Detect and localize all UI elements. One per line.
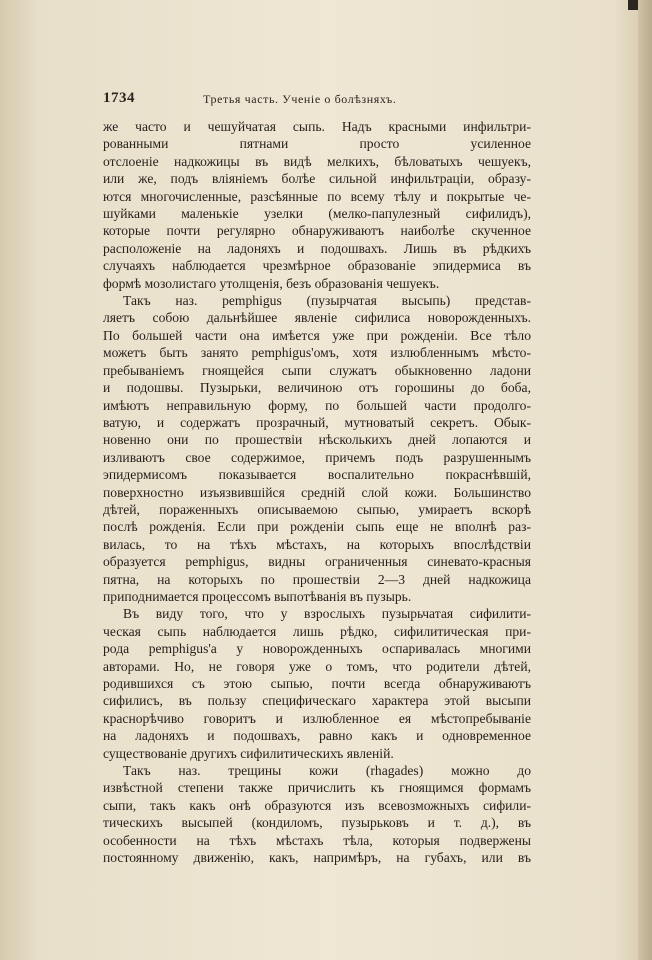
- text-line: Такъ наз. pemphigus (пузырчатая высыпь) представ-: [123, 293, 531, 309]
- paragraph-1: [103, 118, 531, 292]
- paragraph-4: [103, 762, 531, 866]
- text-line: изливаютъ свое содержимое, причемъ подъ разрушеннымъ: [103, 449, 531, 465]
- paragraph-3: [103, 605, 531, 762]
- text-line: По большей части она имѣется уже при рожденіи. Все тѣло: [103, 327, 531, 343]
- text-line: Такъ наз. трещины кожи (rhagades) можно до: [123, 763, 531, 779]
- text-line: Въ виду того, что у взрослыхъ пузырьчатая сифилити-: [123, 606, 531, 622]
- text-line: краснорѣчиво говоритъ и излюбленное ея мѣстопребываніе: [103, 710, 531, 726]
- text-line: формѣ мозолистаго утолщенія, безъ образованія чешуекъ.: [103, 275, 440, 291]
- text-line: же часто и чешуйчатая сыпь. Надъ красными инфильтри-: [103, 119, 531, 134]
- text-line: расположеніе на ладоняхъ и подошвахъ. Лишь въ рѣдкихъ: [103, 240, 531, 256]
- text-line: шуйками маленькіе узелки (мелко-папулезный сифилидъ),: [103, 206, 531, 222]
- text-line: существованіе другихъ сифилитическихъ явленій.: [103, 745, 394, 761]
- text-line: постоянному движенію, какъ, напримѣръ, на губахъ, или въ: [103, 850, 531, 866]
- text-line: и подошвы. Пузырьки, величиною отъ горошины до боба,: [103, 380, 531, 396]
- text-line: эпидермисомъ показывается воспалительно покраснѣвшій,: [103, 467, 531, 483]
- text-line: поверхностно изъязвившійся средній слой кожи. Большинство: [103, 484, 531, 500]
- text-line: имѣютъ неправильную форму, по большей части продолго-: [103, 397, 531, 413]
- text-line: ческая сыпь наблюдается лишь рѣдко, сифилитическая при-: [103, 623, 531, 639]
- text-line: дѣтей, пораженныхъ описываемою сыпью, умираетъ вскорѣ: [103, 501, 531, 517]
- text-line: авторами. Но, не говоря уже о томъ, что родители дѣтей,: [103, 658, 531, 674]
- text-line: сифилисъ, въ пользу специфическаго характера этой высыпи: [103, 693, 531, 709]
- text-line: приподнимается процессомъ выпотѣванія въ пузырь.: [103, 588, 412, 604]
- text-line: извѣстной степени также причислить къ гноящимся формамъ: [103, 780, 531, 796]
- text-line: вилась, то на тѣхъ мѣстахъ, на которыхъ впослѣдствіи: [103, 536, 531, 552]
- text-line: рода pemphigus'а у новорожденныхъ оспаривалась многими: [103, 641, 531, 657]
- text-line: ляетъ собою дальнѣйшее явленіе сифилиса новорожденныхъ.: [103, 310, 531, 326]
- text-line: ются многочисленные, разсѣянные по всему тѣлу и покрытые че-: [103, 188, 531, 204]
- text-line: пребываніемъ гноящейся сыпи служатъ обыкновенно ладони: [103, 362, 531, 378]
- text-line: рованными пятнами просто усиленное: [103, 136, 531, 152]
- scan-corner-mark: [628, 0, 638, 10]
- text-line: или же, подъ вліяніемъ болѣе сильной инфильтраціи, образу-: [103, 171, 531, 187]
- text-line: отслоеніе надкожицы въ видѣ мелкихъ, бѣловатыхъ чешуекъ,: [103, 153, 531, 169]
- text-line: особенности на тѣхъ мѣстахъ тѣла, которыя подвержены: [103, 832, 531, 848]
- paragraph-2: [103, 292, 531, 605]
- text-line: тическихъ высыпей (кондиломъ, пузырьковъ и т. д.), въ: [103, 815, 531, 831]
- text-line: на ладоняхъ и подошвахъ, равно какъ и одновременное: [103, 728, 531, 744]
- text-line: ватую, и содержатъ прозрачный, мутноватый секретъ. Обык-: [103, 414, 531, 430]
- page-number: 1734: [103, 90, 135, 106]
- text-line: сыпи, такъ какъ онѣ образуются изъ всевозможныхъ сифили-: [103, 797, 531, 813]
- text-line: пятна, на которыхъ по прошествіи 2—3 дней надкожица: [103, 571, 531, 587]
- running-head: Третья часть. Ученіе о болѣзняхъ.: [203, 92, 397, 106]
- text-line: новенно они по прошествіи нѣсколькихъ дней лопаются и: [103, 432, 531, 448]
- text-line: родившихся съ этою сыпью, почти всегда обнаруживаютъ: [103, 676, 531, 691]
- page-header: [103, 90, 533, 110]
- body-text: [103, 118, 531, 866]
- page-edge: [638, 0, 652, 960]
- text-line: случаяхъ наблюдается чрезмѣрное образованіе эпидермиса въ: [103, 258, 531, 274]
- text-line: образуется pemphigus, видны ограниченныя синевато-красныя: [103, 554, 531, 570]
- text-line: послѣ рожденія. Если при рожденіи сыпь еще не вполнѣ раз-: [103, 519, 531, 535]
- text-line: можетъ быть занято pemphigus'омъ, хотя излюбленнымъ мѣсто-: [103, 345, 531, 361]
- text-line: которые почти регулярно обнаруживаютъ наиболѣе скученное: [103, 223, 531, 239]
